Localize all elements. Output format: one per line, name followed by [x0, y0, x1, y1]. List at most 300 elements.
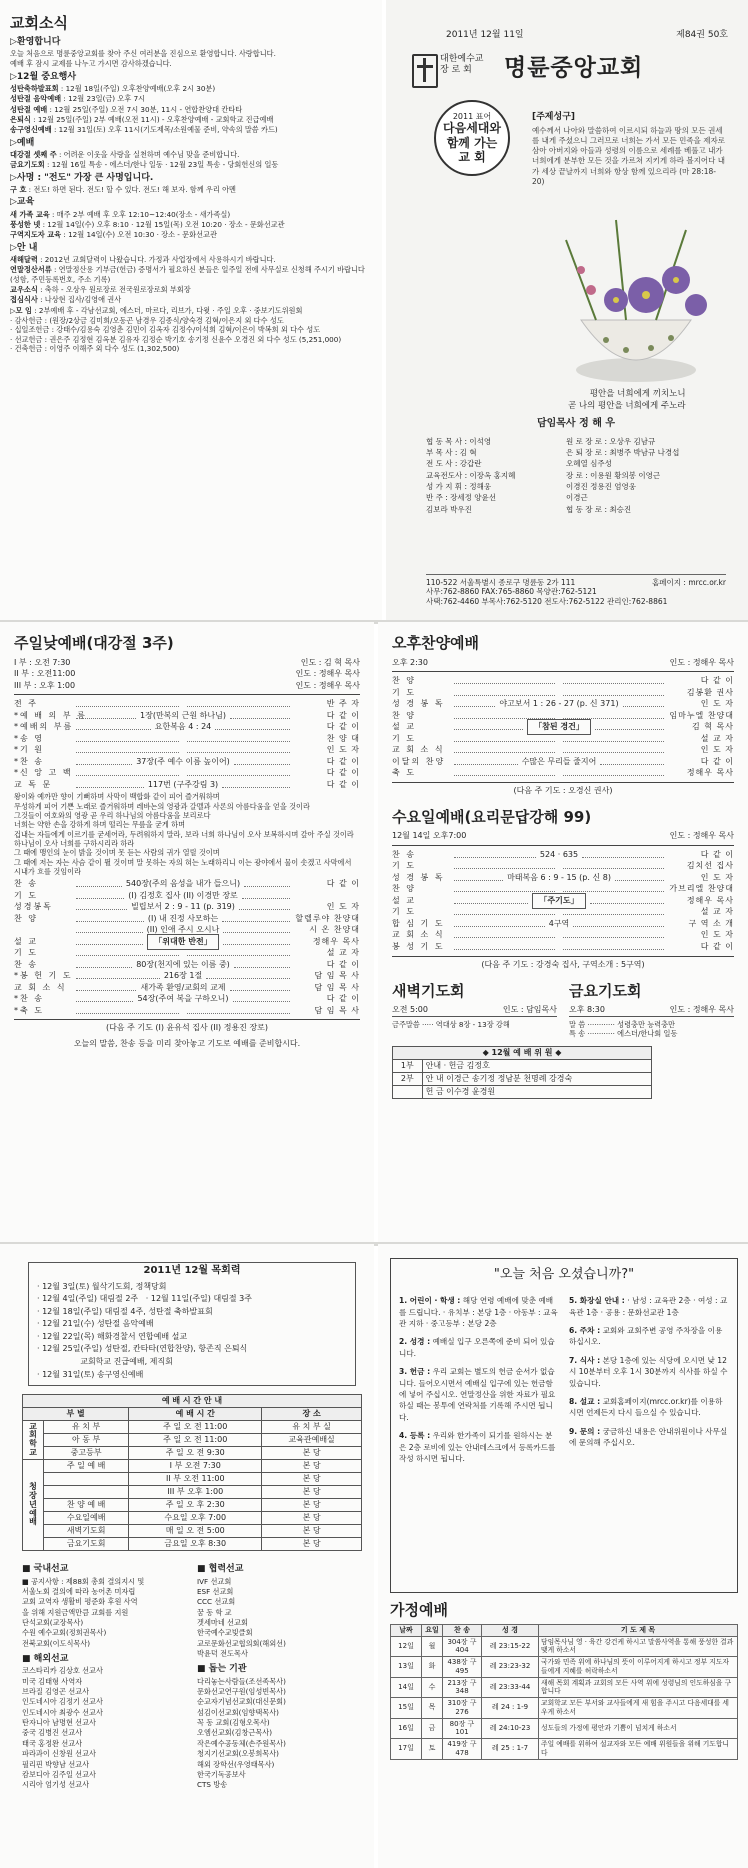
order-role: 가브리엘 찬양대	[669, 884, 734, 894]
committee-names: 안내 · 헌금 김정호	[422, 1060, 651, 1073]
order-row	[14, 733, 360, 745]
service-time: III 부 : 오후 1:00	[14, 680, 76, 690]
order-dots	[454, 909, 555, 915]
order-label: 축 도	[392, 768, 416, 777]
news-item-key: 구역지도자 교육	[10, 230, 62, 240]
order-dots	[623, 701, 664, 707]
timetable-cell: II 부 오전 11:00	[129, 1473, 262, 1486]
mission-item: 작은예수공동체(손주원목사)	[197, 1738, 286, 1748]
gifts-line: · 건축헌금 : 이영주 이해주 외 다수 성도 (1,302,500)	[10, 344, 180, 354]
order-role: 다 같 이	[700, 756, 735, 766]
order-dots	[187, 950, 290, 956]
news-item-key: 금요기도회	[10, 160, 45, 170]
committee-names: 안 내 이경근 송기정 정남분 천명례 강경숙	[422, 1073, 651, 1086]
order-dots	[76, 904, 127, 910]
news-item	[10, 230, 372, 239]
committee-part: 1부	[393, 1060, 423, 1073]
news-item-value: : 연말정산용 기부금(헌금) 증명서가 필요하신 분들은 일주일 전에 사무실로 신청해 주시기 바랍니다(성함, 주민등록번호, 주소 기록)	[10, 265, 365, 284]
order-content: 1장(만복의 근원 하나님)	[140, 710, 226, 720]
committee-part	[393, 1086, 423, 1099]
news-item	[10, 185, 372, 194]
news-item-key: 접심식사	[10, 295, 38, 305]
service-times	[14, 657, 360, 692]
order-dots	[187, 1008, 290, 1014]
news-item-value: : 12월 25일(주일) 2부 예배(오전 11시) - 오후찬양예배 - 교회학교 진급예배	[30, 115, 274, 125]
news-item-key: 성탄절 예배	[10, 104, 48, 114]
staff-right: 장 로 : 이용원 황의봉 이영근	[566, 470, 661, 480]
order-dots	[76, 747, 179, 753]
mission-item: 순교자기념선교회(대신문회)	[197, 1697, 286, 1707]
meeting-text: : 2부예배 후 - 각남선교회, 에스더, 마르다, 리브가, 다윗 · 주일 오후 · 중보기도위원회	[31, 305, 303, 315]
slogan-line: 평안을 너희에게 끼치노니	[589, 389, 686, 399]
committee-row	[393, 1060, 652, 1073]
order-row	[392, 698, 734, 710]
order-label: 교 회 소 식	[14, 982, 67, 992]
order-content: 524 · 635	[539, 849, 579, 859]
service-leader: 인도 : 김 혁 목사	[300, 657, 360, 667]
staff-row	[426, 459, 726, 468]
order-role: 인 도 자	[326, 902, 361, 912]
order-dots	[454, 724, 523, 730]
calendar-item: · 12월 25일(주일) 성탄절, 칸타타(연합찬양), 항존직 은퇴식	[37, 1344, 248, 1354]
order-dots	[76, 724, 151, 730]
reading-line: 왕이와 예까만 향이 기뻐하며 사막이 백합화 같이 피어 즐거워하며	[14, 792, 220, 802]
news-item-key: 송구영신예배	[10, 125, 52, 135]
mission-item: 필리핀 박향남 선교사	[22, 1759, 90, 1769]
news-item-value: : 나상현 집사/김영애 권사	[37, 295, 122, 305]
domestic-mission-heading: ■ 국내선교	[22, 1564, 69, 1575]
order-row	[14, 710, 360, 722]
order-content: 216장 1절	[163, 971, 203, 981]
staff-right: 오혜열 심주성	[566, 459, 612, 469]
phone-line: 사무:762-8860 FAX:765-8860 목양관:762-5121	[426, 587, 597, 597]
afternoon-time: 오후 2:30	[392, 657, 428, 667]
news-item-key: 구 호	[10, 184, 27, 194]
order-dots	[563, 678, 664, 684]
timetable-cell: 수요일 오후 7:00	[129, 1512, 262, 1525]
order-label: 찬 송	[14, 879, 38, 889]
order-dots	[563, 770, 664, 776]
staff-right: 이경진 정용진 엄영웅	[566, 482, 636, 491]
timetable-row	[23, 1421, 362, 1434]
order-role: 정해우 목사	[686, 768, 734, 777]
order-dots	[563, 736, 664, 742]
committee-row	[393, 1073, 652, 1086]
family-cell: 레 23:33-44	[482, 1677, 539, 1698]
mission-item: ■ 공지사항 : 제88회 총회 결의지시 및	[22, 1576, 145, 1586]
order-dots	[76, 881, 122, 887]
service-leader: 인도 : 정해우 목사	[295, 680, 360, 690]
order-dots	[233, 996, 290, 1002]
news-panel	[0, 0, 382, 622]
order-dots	[600, 759, 664, 765]
news-item-value: : 12월 16일 특송 - 에스더/한나 일동 · 12월 23일 특송 - 당회헌신의 일동	[44, 160, 279, 170]
order-row	[14, 878, 360, 890]
news-item-value: : 어려운 이웃을 사랑을 실천하며 예수님 맞을 준비합니다.	[56, 150, 240, 160]
family-worship-title: 가정예배	[390, 1601, 448, 1619]
timetable-row	[23, 1538, 362, 1551]
order-row	[392, 861, 734, 873]
mission-item: IVF 선교회	[197, 1576, 232, 1586]
reading-line: 무성하게 피어 기쁜 노래로 즐거워하며 레바논의 영광과 갈멜과 사론의 아름다움을 얻을 것이라	[14, 801, 310, 811]
order-dots	[76, 939, 143, 945]
mission-item: 코스타리카 김상호 선교사	[22, 1666, 103, 1676]
family-cell: 레 23:15-22	[482, 1636, 539, 1657]
order-label: *예 배 의 부 름	[14, 710, 87, 720]
order-role: 임마누엘 찬양대	[669, 710, 734, 720]
family-cell: 레 24:10-23	[482, 1718, 539, 1739]
family-cell: 438장 구 495	[443, 1657, 482, 1678]
staff-left: 협 동 목 사 : 이석영	[426, 436, 492, 446]
order-label: 봉 성 기 도	[392, 941, 445, 951]
guide-key: 5. 화장실 안내 :	[569, 1296, 625, 1306]
order-role: 다 같 이	[326, 722, 361, 731]
wednesday-next-prayer: (다음 주 기도 : 강경숙 집사, 구역소개 : 5구역)	[481, 959, 645, 969]
mission-item: 문화선교연구원(임성빈목사)	[197, 1686, 286, 1696]
timetable-row	[23, 1499, 362, 1512]
news-item	[10, 115, 372, 124]
staff-row	[426, 437, 726, 446]
guide-key: 7. 식사 :	[569, 1355, 601, 1365]
family-cell: 13일	[391, 1657, 422, 1678]
order-row	[392, 895, 734, 907]
family-cell: 수	[422, 1677, 443, 1698]
guide-item	[569, 1355, 729, 1389]
order-label: 이달의 찬양	[392, 756, 446, 766]
mission-item: 오엠선교회(김창근목사)	[197, 1728, 273, 1738]
wednesday-leader: 인도 : 정해우 목사	[669, 831, 734, 841]
order-role: 다 같 이	[326, 959, 361, 969]
family-cell: 월	[422, 1636, 443, 1657]
mission-item: 서울노회 결의에 따라 농어촌 미자립	[22, 1586, 136, 1596]
family-row	[391, 1698, 738, 1719]
guide-text: 우리와 한가족이 되기를 원하시는 분은 2층 로비에 있는 안내데스크에서 등록카드를 작성 하시면 됩니다.	[399, 1431, 556, 1463]
order-dots	[573, 921, 664, 927]
family-cell: 304장 구 404	[443, 1636, 482, 1657]
news-item-value: : 축하 - 오상우 원로장로 전국원로장로회 부회장	[37, 285, 191, 294]
guide-key: 4. 등록 :	[399, 1431, 431, 1441]
order-dots	[239, 904, 290, 910]
family-cell: 성도들의 가정에 평안과 기쁨이 넘치게 하소서	[539, 1718, 738, 1739]
family-cell: 담임목사님 영 · 육간 강건케 하시고 말씀사역을 통해 풍성한 결과 맺게 하소서	[539, 1636, 738, 1657]
guide-key: 6. 주차 :	[569, 1326, 601, 1336]
pastor-title: 담임목사 정 해 우	[536, 418, 616, 429]
order-content: (I) 김정호 집사 (II) 이경만 장로	[128, 890, 238, 900]
mission-item: 한국예수교빛클회	[197, 1628, 253, 1638]
reading-line: 겁내는 자들에게 이르기를 굳세어라, 두려워하지 말라, 보라 너희 하나님이 오사 보복하시며 갚아 주실 것이라 하나님이 오사 너희를 구하시리라 하라	[14, 829, 354, 849]
news-item-key: 새해달력	[10, 254, 38, 264]
order-content: 빌립보서 2 : 9 - 11 (p. 319)	[131, 902, 235, 912]
mission-item: 청지기선교회(오봉희목사)	[197, 1749, 279, 1759]
order-row	[14, 913, 360, 925]
bulletin-volume: 제84권 50호	[676, 30, 728, 40]
order-role: 인 도 자	[700, 699, 734, 708]
timetable-head: 예 배 시 간	[129, 1408, 262, 1421]
timetable-cell: 본 당	[262, 1538, 362, 1551]
order-row	[14, 1005, 360, 1017]
order-dots	[76, 736, 179, 742]
mission-item: 한국기독공보사	[197, 1769, 246, 1779]
guide-key: 9. 문의 :	[569, 1426, 601, 1436]
order-role: 다 같 이	[700, 676, 734, 685]
order-label: 찬 양	[14, 913, 38, 923]
calendar-item: · 12월 3일(토) 월삭기도회, 정책당회	[37, 1281, 167, 1291]
timetable-cell: 본 당	[262, 1512, 362, 1525]
order-dots	[454, 863, 555, 869]
order-dots	[454, 736, 555, 742]
meeting-heading: ▷모 임	[10, 305, 32, 315]
afternoon-next-prayer: (다음 주 기도 : 오경신 권사)	[513, 785, 613, 795]
calendar-item: · 12월 31일(토) 송구영신예배	[37, 1369, 144, 1379]
order-role: 김봉환 권사	[686, 687, 734, 697]
order-role: 설 교 자	[700, 907, 734, 917]
timetable-cell: 금요기도회	[44, 1538, 129, 1551]
flower-vase-image	[536, 200, 736, 390]
order-dots	[582, 852, 664, 858]
order-content: 「참된 경건」	[527, 719, 591, 735]
order-row	[14, 744, 360, 756]
service-time-row	[14, 668, 360, 680]
friday-time: 오후 8:30	[569, 1005, 605, 1014]
timetable-cell: 유 치 부	[44, 1421, 129, 1434]
timetable-cell: III 부 오후 1:00	[129, 1486, 262, 1499]
order-label: 합 심 기 도	[392, 918, 445, 928]
guide-item	[569, 1295, 729, 1318]
guide-item	[569, 1426, 729, 1449]
dawn-note: 금주말씀 ····· 역대상 8장 - 13장 강해	[392, 1019, 510, 1029]
order-dots	[454, 875, 503, 881]
order-label: 기 도	[14, 890, 38, 900]
mission-item: 수원 예수교회(정희권목사)	[22, 1628, 107, 1638]
mission-item: ESF 선교회	[197, 1586, 234, 1596]
staff-right: 원 로 장 로 : 오상우 김남규	[566, 436, 656, 446]
reading-line: 그 때에 맹인의 눈이 밝을 것이며 못 듣는 사람의 귀가 열릴 것이며	[14, 848, 220, 858]
phone-line: 사택:762-4460 부목사:762-5120 전도사:762-5122 관리인:762-8861	[426, 596, 668, 606]
order-dots	[563, 886, 664, 892]
order-content: 4구역	[548, 918, 570, 928]
guide-item	[399, 1336, 559, 1359]
dawn-leader: 인도 : 담임목사	[502, 1005, 557, 1014]
news-item-key: 교우소식	[10, 285, 38, 294]
order-row	[14, 901, 360, 913]
mission-item: 시리아 엄기성 선교사	[22, 1780, 90, 1790]
welcome-line: 오늘 처음으로 명륜중앙교회를 찾아 주신 여러분을 진심으로 환영합니다. 사랑합니다.	[10, 49, 276, 58]
order-role: 담 임 목 사	[314, 982, 360, 992]
guide-text: 해당 연령 예배에 맞춘 예배를 드립니다. · 유치부 : 본당 1층 · 아동부 : 교육관 지하 · 중고등부 : 본당 2층	[399, 1296, 558, 1329]
timetable-head: 부 별	[23, 1408, 129, 1421]
staff-row	[426, 505, 726, 514]
order-role: 반 주 자	[326, 699, 360, 708]
news-item-key: 새 가족 교육	[10, 209, 50, 219]
mission-item: 파라과이 신창원 선교사	[22, 1749, 97, 1759]
order-label: 찬 송	[392, 849, 416, 859]
mission-item: 다리놓는사람들(조선족목사)	[197, 1676, 286, 1686]
staff-row	[426, 493, 726, 502]
family-cell: 레 24 : 1-9	[482, 1698, 539, 1719]
calendar-title: 2011년 12월 목회력	[143, 1265, 241, 1276]
order-content: 「위대한 반전」	[147, 934, 218, 950]
wednesday-title: 수요일예배(요리문답강해 99)	[392, 807, 592, 826]
order-content: 80장(천지에 있는 이름 중)	[136, 959, 230, 969]
family-cell: 주일 예배를 위하여 설교자와 모든 예배 위원들을 위해 기도합니다	[539, 1739, 738, 1760]
mission-item: 인도네시아 김정기 선교사	[22, 1697, 103, 1707]
mission-item: 교로문화선교협의회(해외선)	[197, 1638, 286, 1648]
timetable-row	[23, 1473, 362, 1486]
staff-left: 부 목 사 : 김 혁	[426, 447, 477, 457]
support-org-heading: ■ 돕는 기관	[197, 1664, 247, 1675]
staff-row	[426, 471, 726, 480]
calendar-item: · 12월 22일(목) 해화경찰서 연합예배 설교	[37, 1331, 188, 1341]
order-dots	[223, 939, 290, 945]
order-dots	[230, 985, 290, 991]
staff-left: 반 주 : 장세정 양윤선	[426, 493, 497, 503]
committee-row	[393, 1086, 652, 1099]
order-content: 37장(주 예수 이름 높이어)	[136, 756, 230, 766]
news-item	[10, 220, 372, 229]
order-role: 설 교 자	[700, 733, 734, 743]
staff-left: 교육전도사 : 이장옥 홍지혜	[426, 470, 516, 480]
timetable-cell: 본 당	[262, 1473, 362, 1486]
timetable-cell: 찬 양 예 배	[44, 1499, 129, 1512]
news-item	[10, 125, 372, 134]
news-item	[10, 210, 372, 219]
order-dots	[222, 782, 290, 788]
order-row	[14, 970, 360, 982]
worship-heading: ▷예배	[10, 137, 35, 148]
news-item	[10, 160, 372, 169]
family-cell: 419장 구 478	[443, 1739, 482, 1760]
mission-item: 브라질 김영곤 선교사	[22, 1686, 90, 1696]
order-dots	[563, 747, 664, 753]
wednesday-order	[392, 849, 734, 953]
service-time: II 부 : 오전11:00	[14, 669, 76, 678]
family-row	[391, 1677, 738, 1698]
cross-logo-icon	[412, 54, 438, 88]
afternoon-order	[392, 675, 734, 779]
order-label: *송 영	[14, 733, 44, 743]
order-row	[392, 918, 734, 930]
order-dots	[454, 678, 555, 684]
order-content: 54장(주여 복을 구하오니)	[137, 994, 229, 1004]
worship-order	[14, 698, 360, 790]
order-dots	[76, 996, 133, 1002]
order-dots	[454, 747, 555, 753]
order-label: 찬 양	[392, 884, 416, 894]
mission-item: 미국 김태형 사역자	[22, 1676, 83, 1686]
family-head: 기 도 제 목	[539, 1624, 738, 1636]
order-dots	[454, 921, 545, 927]
timetable-cell: 주 일 오 전 9:30	[129, 1447, 262, 1460]
news-item	[10, 285, 372, 294]
address-block	[426, 574, 726, 606]
timetable-group: 청장년예배	[23, 1460, 44, 1551]
order-dots	[563, 932, 664, 938]
guide-key: 2. 성경 :	[399, 1337, 431, 1347]
family-head: 성 경	[482, 1624, 539, 1636]
mission-item: 섬김이선교회(임향택목사)	[197, 1707, 279, 1717]
wednesday-time: 12월 14일 오후7:00	[392, 831, 467, 841]
news-item-key: 풍성한 넷	[10, 219, 41, 229]
mission-item: 캄보디아 김주일 선교사	[22, 1769, 97, 1779]
order-role: 정해우 목사	[686, 895, 734, 905]
timetable-cell: 매 일 오 전 5:00	[129, 1525, 262, 1538]
family-row	[391, 1739, 738, 1760]
guide-text: 우리 교회는 별도의 헌금 순서가 없습니다. 들어오시면서 예배실 입구에 있는 헌금함에 넣어 주십시오. 연말정산을 위한 자료가 필요 하실 때는 봉투에 연락처를 기록해 주시면 됩니다.	[399, 1367, 556, 1422]
mission-item: 전북교회(이도식목사)	[22, 1638, 91, 1648]
order-role: 김 혁 목사	[692, 722, 735, 731]
order-role: 인 도 자	[700, 930, 734, 940]
order-label: 성 경 봉 독	[392, 699, 445, 708]
guide-key: 8. 설교 :	[569, 1396, 601, 1406]
order-dots	[187, 701, 290, 707]
order-row	[14, 698, 360, 710]
news-item	[10, 295, 372, 304]
order-row	[392, 721, 734, 733]
bulletin-date: 2011년 12월 11일	[446, 30, 524, 40]
motto-year: 2011 표어	[452, 111, 492, 121]
next-prayer: (다음 주 기도 (I) 윤유석 집사 (II) 정용진 장로)	[105, 1023, 269, 1033]
news-item-value: : 12월 31일(토) 오후 11시(기도제목/소원예물 준비, 약속의 말씀 카드)	[51, 125, 278, 135]
order-role: 정해우 목사	[312, 936, 360, 946]
family-row	[391, 1657, 738, 1678]
guide-text: 본당 1층에 있는 식당에 오시면 낮 12시 10분부터 오후 1시 30분까지 식사를 하실 수 있습니다.	[569, 1355, 728, 1388]
mission-item: 겟세마네 선교회	[197, 1617, 248, 1627]
news-item-value: : 2012년 교회달력이 나왔습니다. 가정과 사업장에서 사용하시기 바랍니다.	[37, 254, 276, 264]
family-cell: 80장 구 101	[443, 1718, 482, 1739]
order-row	[14, 982, 360, 994]
denomination-line: 대한예수교	[440, 54, 484, 64]
order-label: 성경봉독	[14, 902, 53, 912]
order-dots	[242, 893, 290, 899]
news-item-key: 연말정산서류	[10, 265, 52, 275]
order-dots	[454, 690, 555, 696]
order-content: 수많은 무리들 줄지어	[521, 756, 597, 766]
order-dots	[76, 701, 179, 707]
order-dots	[454, 759, 518, 765]
family-cell: 레 25 : 1-7	[482, 1739, 539, 1760]
family-cell: 213장 구 348	[443, 1677, 482, 1698]
afternoon-worship-panel	[378, 622, 748, 1244]
friday-line: 특 송 ············ 에스더/한나회 일동	[569, 1029, 678, 1039]
friday-leader: 인도 : 정해우 목사	[669, 1005, 734, 1014]
schedule-panel	[0, 1244, 374, 1868]
order-content: 새가족 환영/교회의 교제	[140, 982, 226, 992]
worship-news-list	[10, 150, 372, 170]
timetable-cell: 중고등부	[44, 1447, 129, 1460]
family-row	[391, 1718, 738, 1739]
order-row	[14, 767, 360, 779]
timetable-row	[23, 1434, 362, 1447]
prep-note: 오늘의 말씀, 찬송 등을 미리 찾아놓고 기도로 예배를 준비합시다.	[73, 1039, 301, 1049]
timetable-group: 교회학교	[23, 1421, 44, 1460]
news-item	[10, 94, 372, 103]
guide-key: 1. 어린이 · 학생 :	[399, 1296, 461, 1306]
sunday-worship-panel	[0, 622, 374, 1244]
order-label: 기 도	[392, 907, 416, 917]
church-name: 명륜중앙교회	[504, 55, 644, 81]
service-time: I 부 : 오전 7:30	[14, 657, 71, 667]
order-dots	[244, 881, 290, 887]
guide-text: 교회와 교회주변 공영 주차장을 이용하십시오.	[569, 1326, 723, 1347]
responsive-reading	[14, 792, 360, 876]
order-dots	[187, 770, 290, 776]
family-worship-table	[390, 1624, 738, 1760]
timetable-cell: 본 당	[262, 1525, 362, 1538]
order-dots	[76, 770, 179, 776]
staff-right: 협 동 장 로 : 최승진	[566, 504, 632, 514]
order-dots	[76, 759, 132, 765]
events-heading: ▷12월 중요행사	[10, 71, 77, 82]
